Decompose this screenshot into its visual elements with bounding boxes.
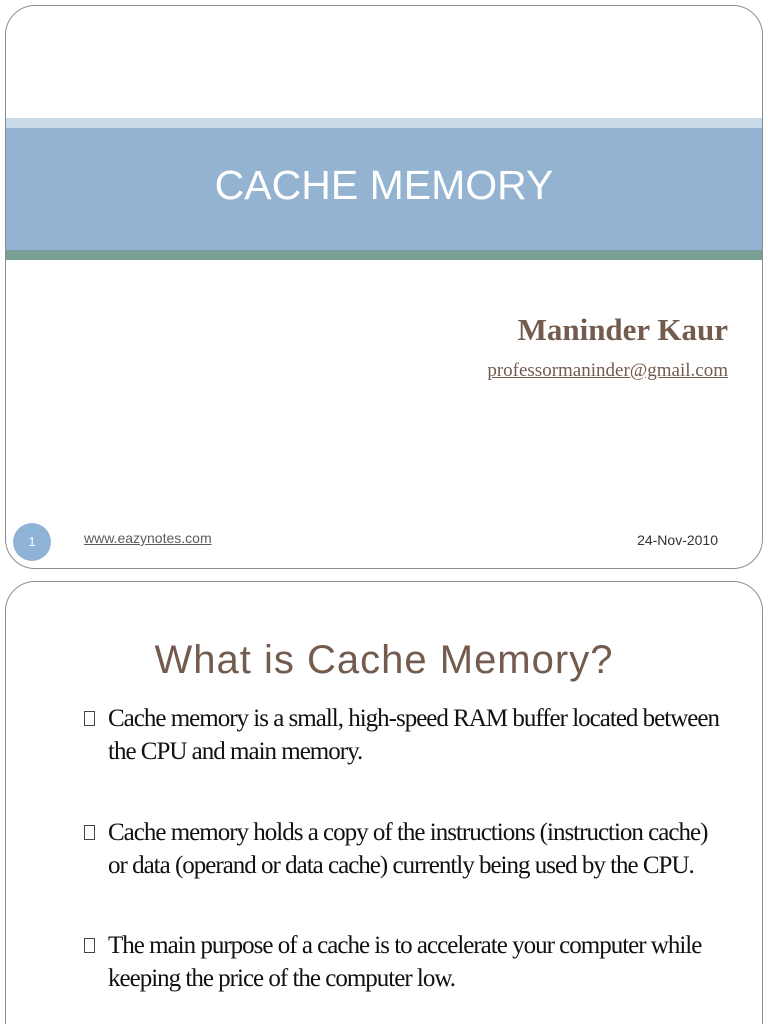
footer-website-link[interactable]: www.eazynotes.com (84, 530, 212, 546)
bullet-item (84, 929, 724, 995)
bullet-item (84, 702, 724, 768)
bullet-box-icon (84, 938, 95, 953)
slide-1 (5, 5, 763, 569)
bullet-text: The main purpose of a cache is to accelerate your computer while keeping the price of the computer low. (108, 932, 702, 992)
slide-number-badge: 1 (13, 523, 51, 561)
bullet-item (84, 816, 724, 882)
bullet-box-icon (84, 825, 95, 840)
slide-heading: What is Cache Memory? (154, 638, 614, 682)
bullet-box-icon (84, 711, 95, 726)
title-band-top-stripe (6, 118, 762, 128)
author-name: Maninder Kaur (517, 312, 728, 347)
slide-title: CACHE MEMORY (214, 162, 554, 208)
author-email-link[interactable]: professormaninder@gmail.com (487, 360, 728, 381)
title-band-bottom-stripe (6, 250, 762, 260)
footer-date: 24-Nov-2010 (637, 532, 718, 548)
bullet-text: Cache memory holds a copy of the instructions (instruction cache) or data (operand or data cache) currently being used by the CPU. (108, 819, 708, 879)
slide-2 (5, 581, 763, 1024)
bullet-list (84, 702, 724, 1024)
bullet-text: Cache memory is a small, high-speed RAM buffer located between the CPU and main memory. (108, 705, 719, 765)
